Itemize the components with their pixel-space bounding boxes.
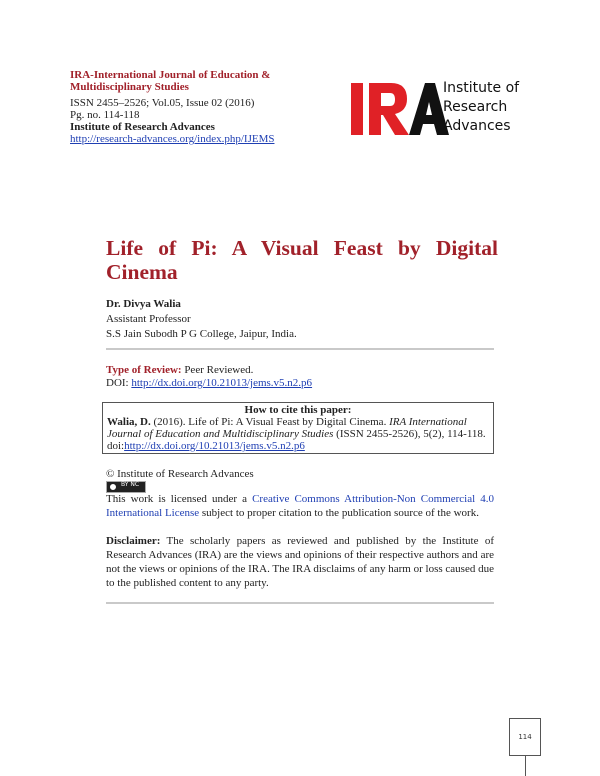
- logo-word-advances: Advances: [443, 118, 511, 134]
- divider-bottom: [106, 602, 494, 604]
- citation-author: Walia, D.: [107, 416, 151, 428]
- doi-line: [106, 377, 312, 389]
- logo-letter-r: [369, 83, 409, 135]
- logo-word-research: Research: [443, 99, 508, 115]
- author-affiliation: S.S Jain Subodh P G College, Jaipur, India.: [106, 328, 297, 340]
- divider: [106, 348, 494, 350]
- ira-logo-mark: [349, 75, 449, 139]
- review-type-line: [106, 364, 253, 376]
- citation-heading: How to cite this paper:: [244, 404, 352, 416]
- page-number-stem: [525, 756, 526, 776]
- cc-icon: [109, 483, 117, 491]
- disclaimer-label: Disclaimer:: [106, 535, 161, 547]
- citation-text: [107, 416, 489, 440]
- doi-label: DOI:: [106, 377, 129, 389]
- license-text-after: subject to proper citation to the publication source of the work.: [199, 507, 479, 519]
- page-range: Pg. no. 114-118: [70, 109, 140, 121]
- copyright-notice: © Institute of Research Advances: [106, 468, 254, 480]
- logo-word-institute: Institute of: [443, 80, 520, 96]
- author-role: Assistant Professor: [106, 313, 191, 325]
- citation-doi: [107, 440, 489, 452]
- citation-doi-prefix: doi:: [107, 440, 125, 452]
- citation-doi-link[interactable]: http://dx.doi.org/10.21013/jems.v5.n2.p6: [124, 440, 305, 452]
- issn-line: ISSN 2455–2526; Vol.05, Issue 02 (2016): [70, 97, 255, 109]
- cc-license-link[interactable]: Creative Commons Attribution-Non Commercial 4.0 International License: [106, 493, 495, 519]
- author-name: Dr. Divya Walia: [106, 298, 181, 310]
- disclaimer-paragraph: [106, 534, 494, 590]
- citation-box: [102, 402, 494, 454]
- citation-journal: IRA International Journal of Education and Multidisciplinary Studies: [107, 416, 467, 440]
- license-text-before: This work is licensed under a: [106, 493, 253, 505]
- license-paragraph: [106, 492, 494, 520]
- review-type-value: Peer Reviewed.: [184, 364, 254, 376]
- citation-issue: (ISSN 2455-2526), 5(2), 114-118.: [333, 428, 486, 440]
- disclaimer-text: The scholarly papers as reviewed and published by the Institute of Research Advances (IRA) are the views and opinions of their respective authors and are not the views or opinions of the IRA. The IRA disclaims of any harm or loss caused due to the published content to any party.: [106, 535, 494, 589]
- page-number: 114: [518, 733, 532, 741]
- citation-body: (2016). Life of Pi: A Visual Feast by Digital Cinema.: [150, 416, 390, 428]
- journal-url-link[interactable]: http://research-advances.org/index.php/IJEMS: [70, 133, 275, 145]
- logo-letter-i: [351, 83, 363, 135]
- doi-link[interactable]: http://dx.doi.org/10.21013/jems.v5.n2.p6: [131, 377, 313, 389]
- review-type-label: Type of Review:: [106, 364, 182, 376]
- journal-url-line: [70, 133, 274, 145]
- article-title: Life of Pi: A Visual Feast by Digital Cinema: [106, 236, 498, 284]
- cc-badge-text: BY NC: [121, 481, 140, 488]
- journal-name: IRA-International Journal of Education & Multidisciplinary Studies: [70, 69, 271, 93]
- publisher-name: Institute of Research Advances: [70, 121, 215, 133]
